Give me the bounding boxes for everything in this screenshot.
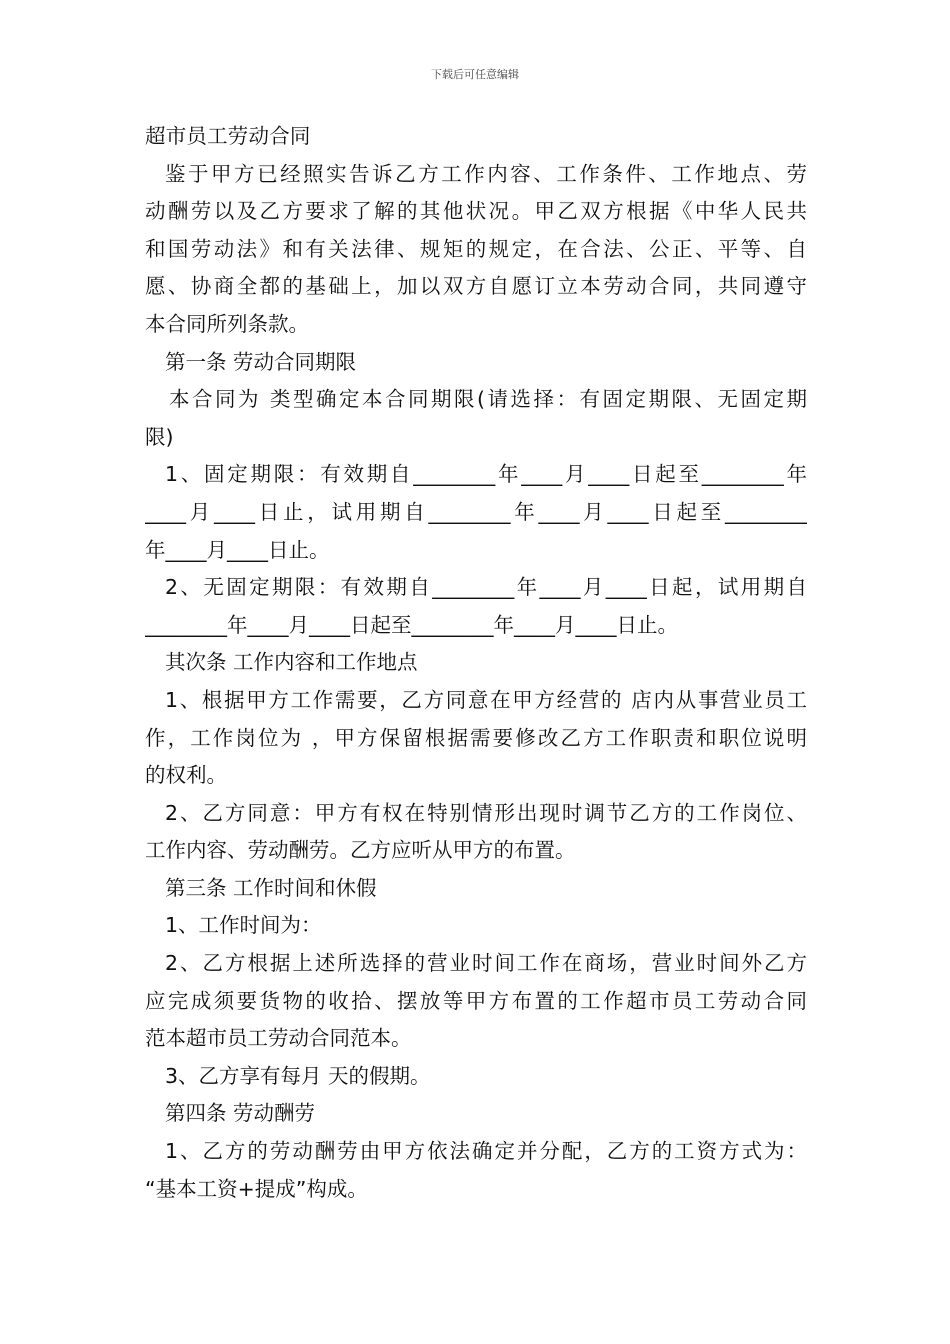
document-title: 超市员工劳动合同 (145, 124, 311, 148)
paragraph-line: 本合同所列条款。 (145, 311, 309, 336)
section-heading: 第四条 劳动酬劳 (165, 1101, 316, 1126)
section-heading: 其次条 工作内容和工作地点 (165, 650, 418, 675)
paragraph-line: ____月____日止，试用期自________年____月____日起至________ (145, 499, 807, 524)
section-heading: 第一条 劳动合同期限 (165, 349, 357, 374)
paragraph-line: 鉴于甲方已经照实告诉乙方工作内容、工作条件、工作地点、劳 (165, 161, 807, 186)
paragraph-line: 和国劳动法》和有关法律、规矩的规定，在合法、公正、平等、自 (145, 236, 807, 261)
paragraph-line: 应完成须要货物的收拾、摆放等甲方布置的工作超市员工劳动合同 (145, 988, 807, 1013)
paragraph-line: 1、根据甲方工作需要，乙方同意在甲方经营的 店内从事营业员工 (165, 687, 807, 712)
paragraph-line: 限) (145, 424, 174, 449)
paragraph-line: 本合同为 类型确定本合同期限(请选择：有固定期限、无固定期 (169, 387, 807, 412)
paragraph-line: 动酬劳以及乙方要求了解的其他状况。甲乙双方根据《中华人民共 (145, 199, 807, 224)
paragraph-line: “基本工资+提成”构成。 (145, 1176, 368, 1201)
paragraph-line: 2、乙方根据上述所选择的营业时间工作在商场，营业时间外乙方 (165, 951, 807, 976)
paragraph-line: 3、乙方享有每月 天的假期。 (165, 1063, 431, 1088)
paragraph-line: 年____月____日止。 (145, 537, 330, 562)
paragraph-line: 2、无固定期限：有效期自________年____月____日起，试用期自 (165, 575, 807, 600)
paragraph-line: 1、固定期限：有效期自________年____月____日起至________年 (165, 462, 807, 487)
paragraph-line: 1、工作时间为： (165, 913, 322, 938)
paragraph-line: 的权利。 (145, 763, 227, 788)
page-header-note: 下载后可任意编辑 (431, 68, 519, 81)
paragraph-line: 2、乙方同意：甲方有权在特别情形出现时调节乙方的工作岗位、 (165, 800, 807, 825)
paragraph-line: 1、乙方的劳动酬劳由甲方依法确定并分配，乙方的工资方式为： (165, 1139, 807, 1164)
contract-document (145, 118, 807, 1208)
paragraph-line: ________年____月____日起至________年____月____日止。 (145, 612, 678, 637)
paragraph-line: 工作内容、劳动酬劳。乙方应听从甲方的布置。 (145, 838, 576, 863)
paragraph-line: 范本超市员工劳动合同范本。 (145, 1026, 412, 1051)
section-heading: 第三条 工作时间和休假 (165, 875, 377, 900)
paragraph-line: 作，工作岗位为 ，甲方保留根据需要修改乙方工作职责和职位说明 (145, 725, 807, 750)
paragraph-line: 愿、协商全都的基础上，加以双方自愿订立本劳动合同，共同遵守 (145, 274, 807, 299)
